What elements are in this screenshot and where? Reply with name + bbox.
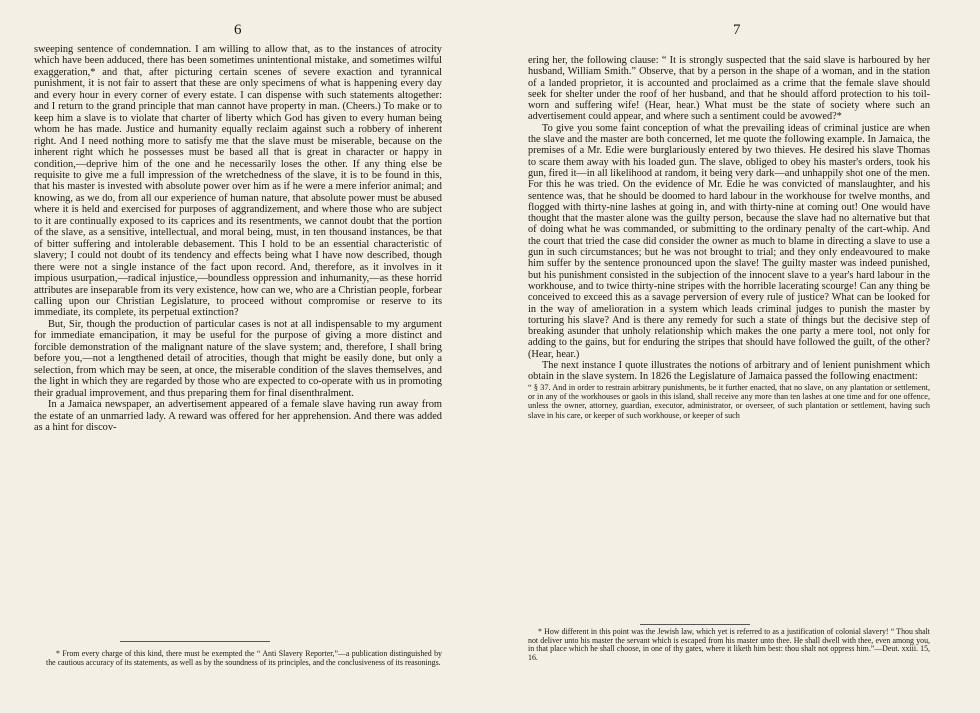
body-text	[528, 55, 930, 420]
paragraph: The next instance I quote illustrates the notions of arbitrary and of lenient punishment which obtain in the slave system. In 1826 the Legislature of Jamaica passed the following enactment:	[528, 360, 930, 383]
footnote: * From every charge of this kind, there must be exempted the “ Anti Slavery Reporter,”—a publication distinguished by the cautious accuracy of its statements, as well as by the soundness of its principles, and the conclusiveness of its reasonings.	[46, 649, 442, 667]
page-number: 6	[234, 22, 242, 38]
paragraph: sweeping sentence of condemnation. I am willing to allow that, as to the instances of atrocity which have been adduced, there has been sometimes unintentional mistake, and sometimes wilful exaggeration,* and that, after picturing certain scenes of severe exaction and tyrannical punishment, it is not fair to assert that these are only specimens of what is happening every day and every hour in every corner of every estate. I can dispense with such statements altogether: and I return to the grand principle that man cannot have property in man. (Cheers.) To make or to keep him a slave is to violate that charter of liberty which God has given to every human being whom he has made. Justice and humanity equally reclaim against such a robbery of inherent right. And I need nothing more to satisfy me that the slave must be miserable, because on the inherent right which he possesses must be based all that is great in character or happy in condition,—deprive him of the one and he necessarily loses the other. If any thing else be requisite to give me a full impression of the wretchedness of the slave, it is to be found in this, that his master is invested with absolute power over him as if he were a mere inferior animal; and knowing, as we do, from all our experience of human nature, that absolute power must be abused where it is held and exercised for purposes of aggrandizement, and where those who are subject to it are continually exposed to its caprices and its resentments, we cannot doubt that the portion of the slave, as a sensitive, intellectual, and moral being, must, in ten thousand instances, be that of bitter suffering and intolerable debasement. This I hold to be an essential characteristic of slavery; I could not doubt of its tendency and effects being what I have now described, though there were not a single instance of the fact upon record. And, therefore, as it involves in it impious usurpation,—radical injustice,—boundless oppression and inhumanity,—as these horrid attributes are inseparable from its very existence, how can we, who are a Christian people, forbear calling upon our Christian Legislature, to proceed without compromise or reserve to its immediate, its complete, its perpetual extinction?	[34, 44, 442, 319]
paragraph: In a Jamaica newspaper, an advertisement appeared of a female slave having run away from the estate of an unmarried lady. A reward was offered for her apprehension. And there was added as a hint for discov-	[34, 399, 442, 433]
paragraph: ering her, the following clause: “ It is strongly suspected that the said slave is harboured by her husband, William Smith.” Observe, that by a person in the shape of a woman, and in the station of a landed proprietor, it is accounted and proclaimed as a crime that the female slave should seek for shelter under the roof of her husband, and that he should afford protection to his toil-worn and suffering wife! (Hear, hear.) What must be the state of society where such an advertisement could appear, and where such a sentiment could be avowed?*	[528, 55, 930, 123]
right-page	[490, 0, 980, 713]
paragraph: But, Sir, though the production of particular cases is not at all indispensable to my argument for immediate emancipation, it may be useful for the purpose of giving a more distinct and forcible demonstration of the malignant nature of the slave system; and, therefore, I shall bring before you,—not a lengthened detail of atrocities, though that might be easily done, but only a selection, from which may be seen, at once, the miserable condition of the slaves themselves, and the light in which they are regarded by those who are expected to co-operate with us in promoting their gradual improvement, and thus preparing them for final disenthralment.	[34, 318, 442, 399]
footnote-rule	[640, 624, 750, 625]
quoted-enactment: “ § 37. And in order to restrain arbitrary punishments, be it further enacted, that no slave, on any plantation or settlement, or in any of the workhouses or gaols in this island, shall receive any more than ten lashes at one time and for one offence, unless the owner, attorney, guardian, executor, administrator, or overseer, of such plantation or settlement, having such slave in his care, or keeper of such workhouse, or keeper of such	[528, 382, 930, 420]
footnote: * How different in this point was the Jewish law, which yet is referred to as a justification of colonial slavery! “ Thou shalt not deliver unto his master the servant which is escaped from his master unto thee. He shall dwell with thee, even among you, in that place which he shall choose, in one of thy gates, where it liketh him best: thou shalt not oppress him.”—Deut. xxiii. 15, 16.	[528, 627, 930, 663]
paragraph: To give you some faint conception of what the prevailing ideas of criminal justice are when the slave and the master are both concerned, let me quote the following example. In Jamaica, the premises of a Mr. Edie were burglariously entered by two thieves. He desired his slave Thomas to scare them away with his loaded gun. The slave, obliged to obey his master's orders, took his gun, fired it—in all likelihood at random, it being very dark—and unhappily shot one of the men. For this he was tried. On the evidence of Mr. Edie he was convicted of manslaughter, and his sentence was, that he should be doomed to hard labour in the workhouse for twelve months, and flogged with thirty-nine lashes at going in, and with thirty-nine at coming out! One would have thought that the master alone was the guilty person, because the slave had no alternative but that of doing what he was commanded, or submitting to the ordinary penalty of the cart-whip. And the court that tried the case did consider the owner as much to blame in directing a slave to use a gun in such circumstances; but he was not brought to trial; and they only endeavoured to make him suffer by the sentence pronounced upon the slave! The guilty master was indeed punished, but his punishment consisted in the subjection of the innocent slave to a year's hard labour in the workhouse, and to twice thirty-nine stripes with the horrible lacerating scourge! Can any thing be conceived to exceed this as a savage perversion of every rule of justice? What can be looked for in the way of amelioration in a system which leads criminal judges to punish the master by torturing his slave? And is there any remedy for such a state of things but the decisive step of breaking asunder that unholy relationship which makes the one party a mere tool, not only for adding to the gains, but for enduring the stripes that should have followed the guilt, of the other? (Hear, hear.)	[528, 122, 930, 360]
body-text	[34, 44, 442, 433]
footnote-rule	[120, 641, 270, 642]
page-number: 7	[733, 22, 741, 38]
